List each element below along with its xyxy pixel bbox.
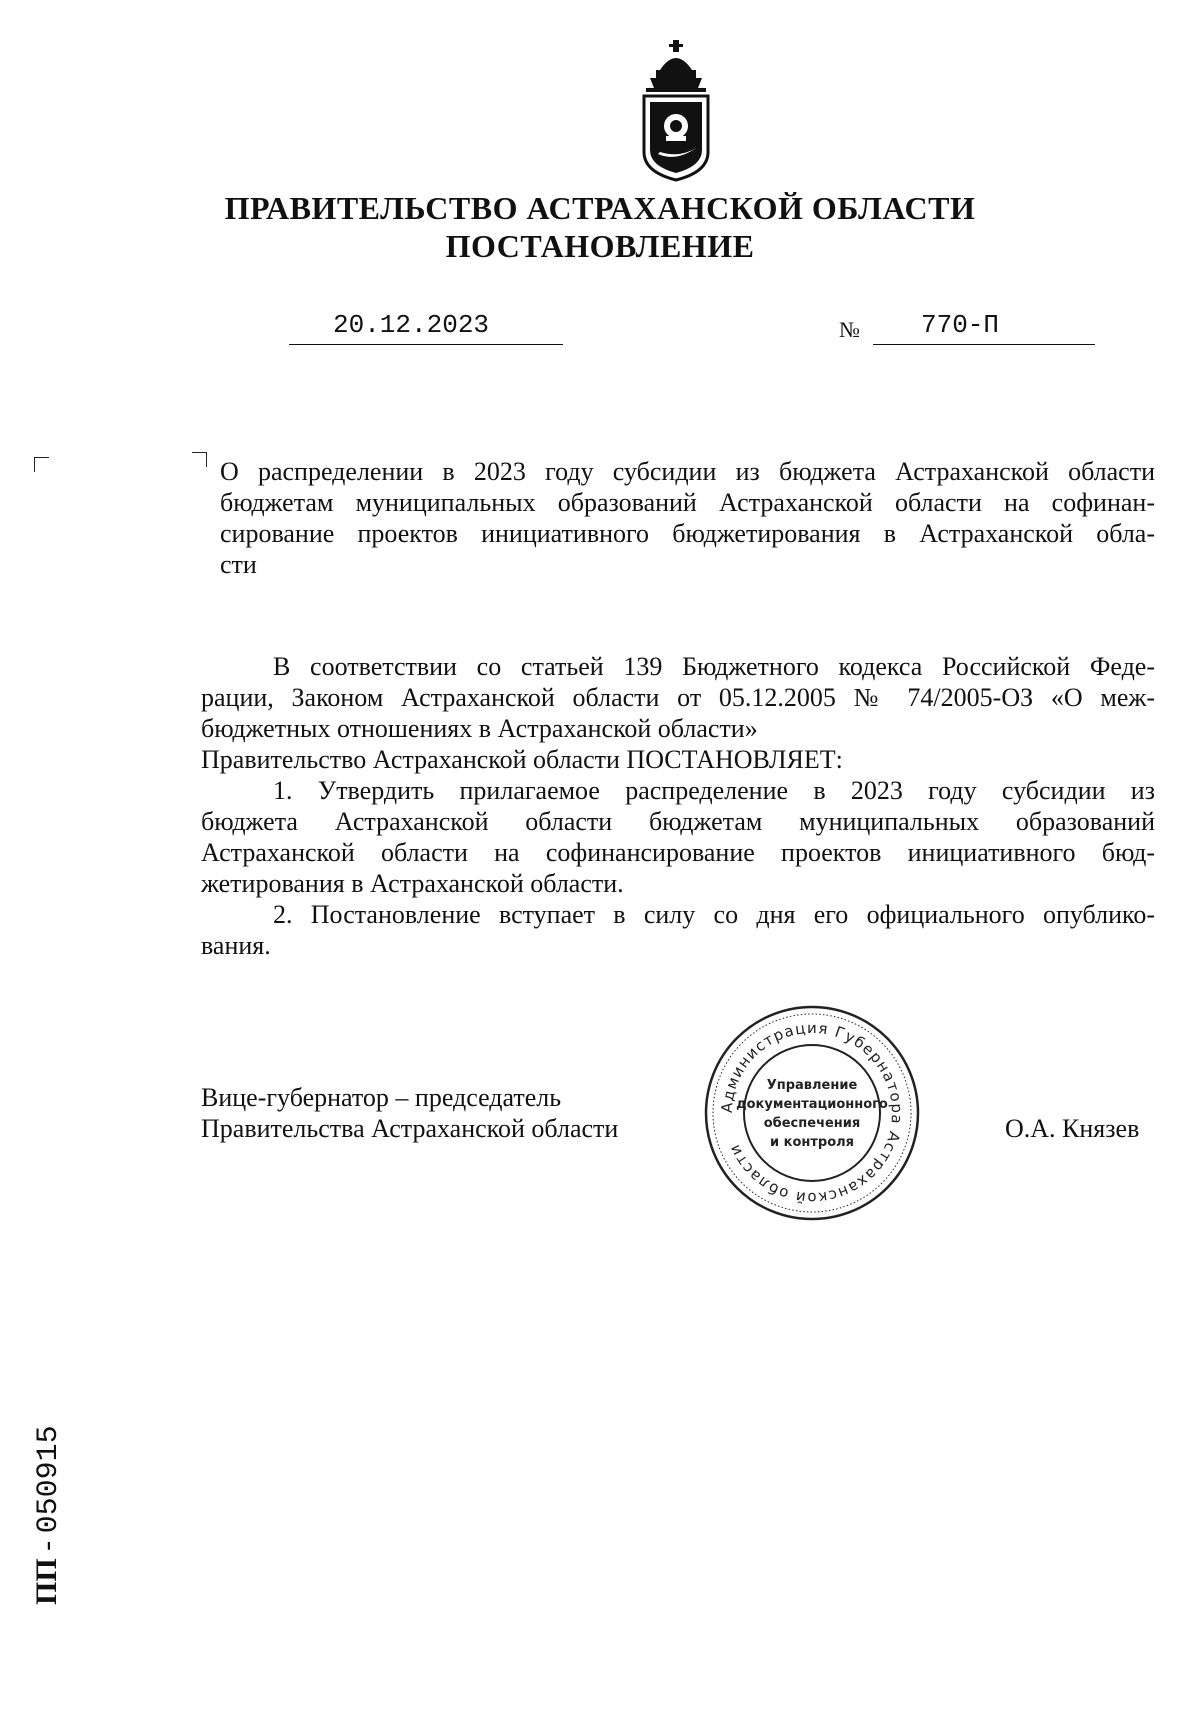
subject-line: сти xyxy=(220,550,257,579)
serial-series: ПП xyxy=(30,1558,63,1605)
body-line: 2. Постановление вступает в силу со дня его официального опублико- xyxy=(273,900,1155,929)
organization-title: ПРАВИТЕЛЬСТВО АСТРАХАНСКОЙ ОБЛАСТИ xyxy=(224,190,976,226)
signatory-position xyxy=(201,1082,618,1144)
coat-of-arms-icon xyxy=(636,40,716,186)
corner-mark-left xyxy=(34,457,49,472)
signatory-name: О.А. Князев xyxy=(1005,1114,1140,1143)
side-serial-number xyxy=(30,1375,66,1605)
signatory-position-line1: Вице-губернатор – председатель xyxy=(201,1083,562,1112)
body-line: жетирования в Астраханской области. xyxy=(201,869,624,898)
body-line: бюджетных отношениях в Астраханской области» xyxy=(201,714,758,743)
document-type: ПОСТАНОВЛЕНИЕ xyxy=(445,228,755,264)
svg-text:Администрация Губернатора Астр: Администрация Губернатора Астраханской области xyxy=(717,1018,907,1208)
svg-text:обеспечения: обеспечения xyxy=(763,1116,861,1131)
body-block xyxy=(201,651,1155,961)
document-date: 20.12.2023 xyxy=(333,310,490,340)
official-seal xyxy=(702,1003,922,1223)
svg-text:Управление: Управление xyxy=(766,1078,858,1093)
serial-separator: - xyxy=(30,1533,63,1559)
body-line: Астраханской области на софинансирование проектов инициативного бюд- xyxy=(201,838,1155,867)
signatory-position-line2: Правительства Астраханской области xyxy=(201,1114,619,1143)
subject-line: бюджетам муниципальных образований Астраханской области на софинан- xyxy=(220,488,1155,517)
subject-line: сирование проектов инициативного бюджетирования в Астраханской обла- xyxy=(220,519,1155,548)
svg-text:и контроля: и контроля xyxy=(769,1135,855,1150)
date-field xyxy=(289,308,563,345)
body-line: вания. xyxy=(201,931,271,960)
subject-block xyxy=(220,456,1155,580)
number-sign: № xyxy=(839,317,860,342)
svg-text:документационного: документационного xyxy=(736,1097,888,1112)
body-line: рации, Законом Астраханской области от 05.12.2005 № 74/2005-ОЗ «О меж- xyxy=(201,683,1155,712)
subject-line: О распределении в 2023 году субсидии из бюджета Астраханской области xyxy=(220,457,1155,486)
body-line: бюджета Астраханской области бюджетам муниципальных образований xyxy=(201,807,1155,836)
body-line: В соответствии со статьей 139 Бюджетного кодекса Российской Феде- xyxy=(273,652,1155,681)
corner-mark-right xyxy=(192,452,207,467)
number-field xyxy=(873,308,1095,345)
serial-number: 050915 xyxy=(32,1425,66,1534)
body-line: 1. Утвердить прилагаемое распределение в 2023 году субсидии из xyxy=(273,776,1155,805)
body-line: Правительство Астраханской области ПОСТАНОВЛЯЕТ: xyxy=(201,745,843,774)
document-number: 770-П xyxy=(921,310,1000,340)
